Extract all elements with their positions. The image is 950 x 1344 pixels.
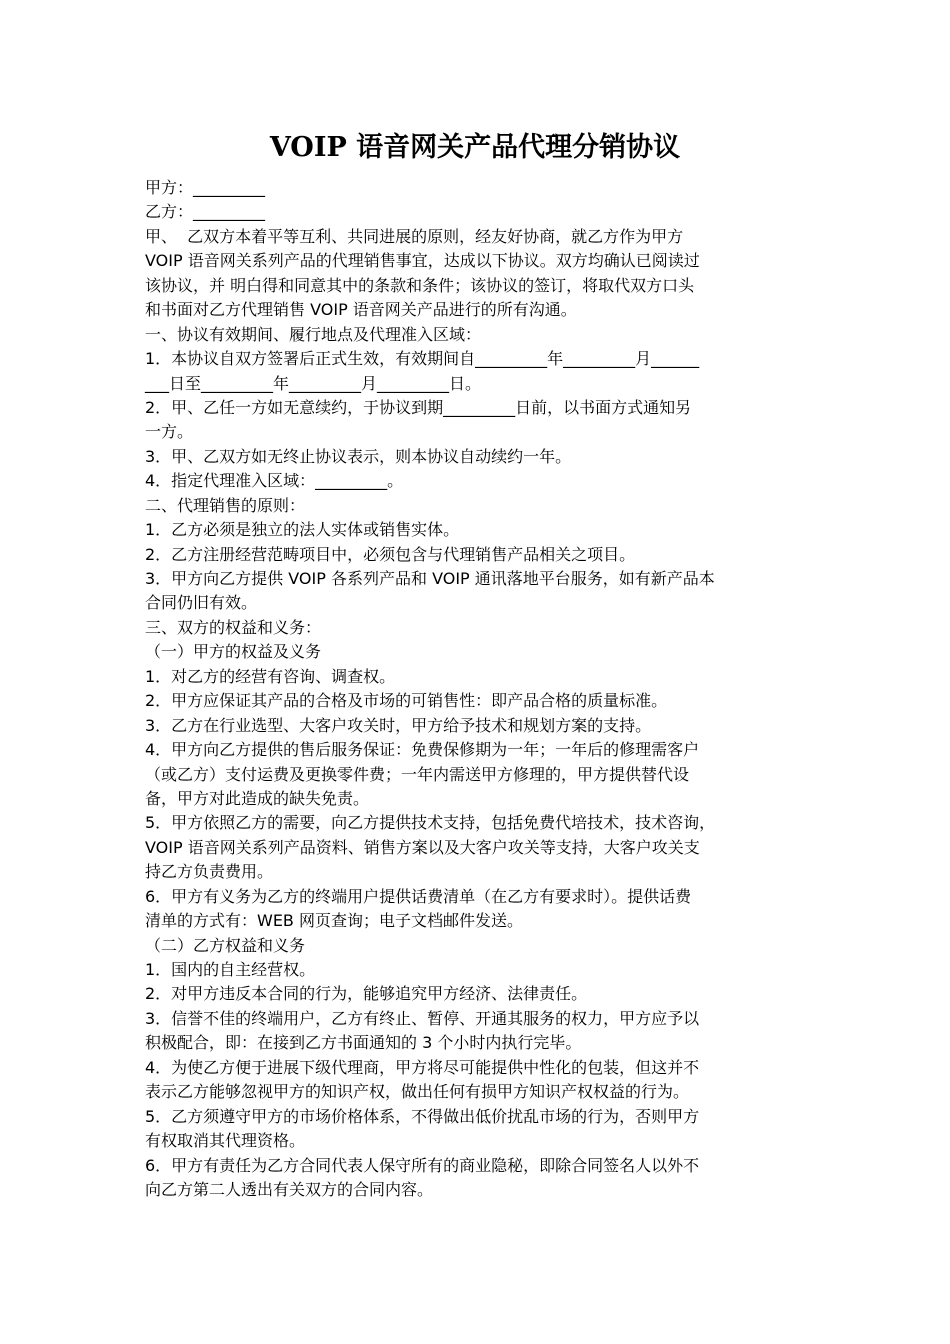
document-line: 5．乙方须遵守甲方的市场价格体系，不得做出低价扰乱市场的行为，否则甲方 <box>145 1106 700 1126</box>
document-line: （或乙方）支付运费及更换零件费；一年内需送甲方修理的，甲方提供替代设 <box>145 764 690 784</box>
document-line: 甲方：_________ <box>145 178 266 197</box>
document-line: 6．甲方有责任为乙方合同代表人保守所有的商业隐秘，即除合同签名人以外不 <box>145 1155 700 1175</box>
document-line: 一方。 <box>145 422 194 442</box>
document-line: 3．甲方向乙方提供 VOIP 各系列产品和 VOIP 通讯落地平台服务，如有新产品本 <box>145 569 715 588</box>
document-line: 4．甲方向乙方提供的售后服务保证：免费保修期为一年；一年后的修理需客户 <box>145 740 700 760</box>
document-line: 2．对甲方违反本合同的行为，能够追究甲方经济、法律责任。 <box>145 984 588 1004</box>
document-line: ___日至_________年_________月_________日。 <box>145 373 482 393</box>
document-line: 2．甲、乙任一方如无意续约，于协议到期_________日前，以书面方式通知另 <box>145 397 692 417</box>
document-line: 合同仍旧有效。 <box>145 593 258 613</box>
document-line: 3．甲、乙双方如无终止协议表示，则本协议自动续约一年。 <box>145 446 572 466</box>
document-line: 该协议，并 明白得和同意其中的条款和条件；该协议的签订，将取代双方口头 <box>145 275 695 295</box>
document-line: 4．为使乙方便于进展下级代理商，甲方将尽可能提供中性化的包装，但这并不 <box>145 1057 700 1077</box>
document-line: 三、双方的权益和义务： <box>145 617 322 637</box>
document-line: 和书面对乙方代理销售 VOIP 语音网关产品进行的所有沟通。 <box>145 300 577 320</box>
document-line: （二）乙方权益和义务 <box>145 935 306 955</box>
document-line: 3．乙方在行业选型、大客户攻关时，甲方给予技术和规划方案的支持。 <box>145 715 652 735</box>
document-line: 二、代理销售的原则： <box>145 495 306 515</box>
document-body <box>145 176 810 1202</box>
document-line: 6．甲方有义务为乙方的终端用户提供话费清单（在乙方有要求时）。提供话费 <box>145 886 692 906</box>
document-line: 2．乙方注册经营范畴项目中，必须包含与代理销售产品相关之项目。 <box>145 544 636 564</box>
document-line: 甲、 乙双方本着平等互利、共同进展的原则，经友好协商，就乙方作为甲方 <box>145 226 684 246</box>
document-line: 乙方：_________ <box>145 202 266 222</box>
document-line: 2．甲方应保证其产品的合格及市场的可销售性：即产品合格的质量标准。 <box>145 691 668 711</box>
document-title: VOIP 语音网关产品代理分销协议 <box>269 132 681 163</box>
document-line: 5．甲方依照乙方的需要，向乙方提供技术支持，包括免费代培技术，技术咨询， <box>145 813 716 833</box>
document-line: 持乙方负责费用。 <box>145 862 274 882</box>
document-line: 向乙方第二人透出有关双方的合同内容。 <box>145 1179 434 1199</box>
document-line: 1．乙方必须是独立的法人实体或销售实体。 <box>145 520 460 540</box>
document-line: 1．本协议自双方签署后正式生效，有效期间自_________年_________月______ <box>145 349 700 369</box>
document-line: 1．国内的自主经营权。 <box>145 960 316 979</box>
document-line: 表示乙方能够忽视甲方的知识产权，做出任何有损甲方知识产权权益的行为。 <box>145 1082 690 1102</box>
document-line: 3．信誉不佳的终端用户，乙方有终止、暂停、开通其服务的权力，甲方应予以 <box>145 1008 700 1028</box>
document-line: 1．对乙方的经营有咨询、调查权。 <box>145 666 396 686</box>
document-line: （一）甲方的权益及义务 <box>145 642 322 662</box>
document-line: 一、协议有效期间、履行地点及代理准入区域： <box>145 324 482 344</box>
document-line: 清单的方式有：WEB 网页查询；电子文档邮件发送。 <box>145 911 523 931</box>
document-line: VOIP 语音网关系列产品资料、销售方案以及大客户攻关等支持，大客户攻关支 <box>145 837 700 857</box>
document-line: 备，甲方对此造成的缺失免责。 <box>145 788 370 808</box>
document-line: 4．指定代理准入区域：_________。 <box>145 471 404 491</box>
document-line: 有权取消其代理资格。 <box>145 1131 306 1151</box>
document-line: 积极配合，即：在接到乙方书面通知的 3 个小时内执行完毕。 <box>145 1033 582 1053</box>
document-line: VOIP 语音网关系列产品的代理销售事宜，达成以下协议。双方均确认已阅读过 <box>145 251 700 271</box>
